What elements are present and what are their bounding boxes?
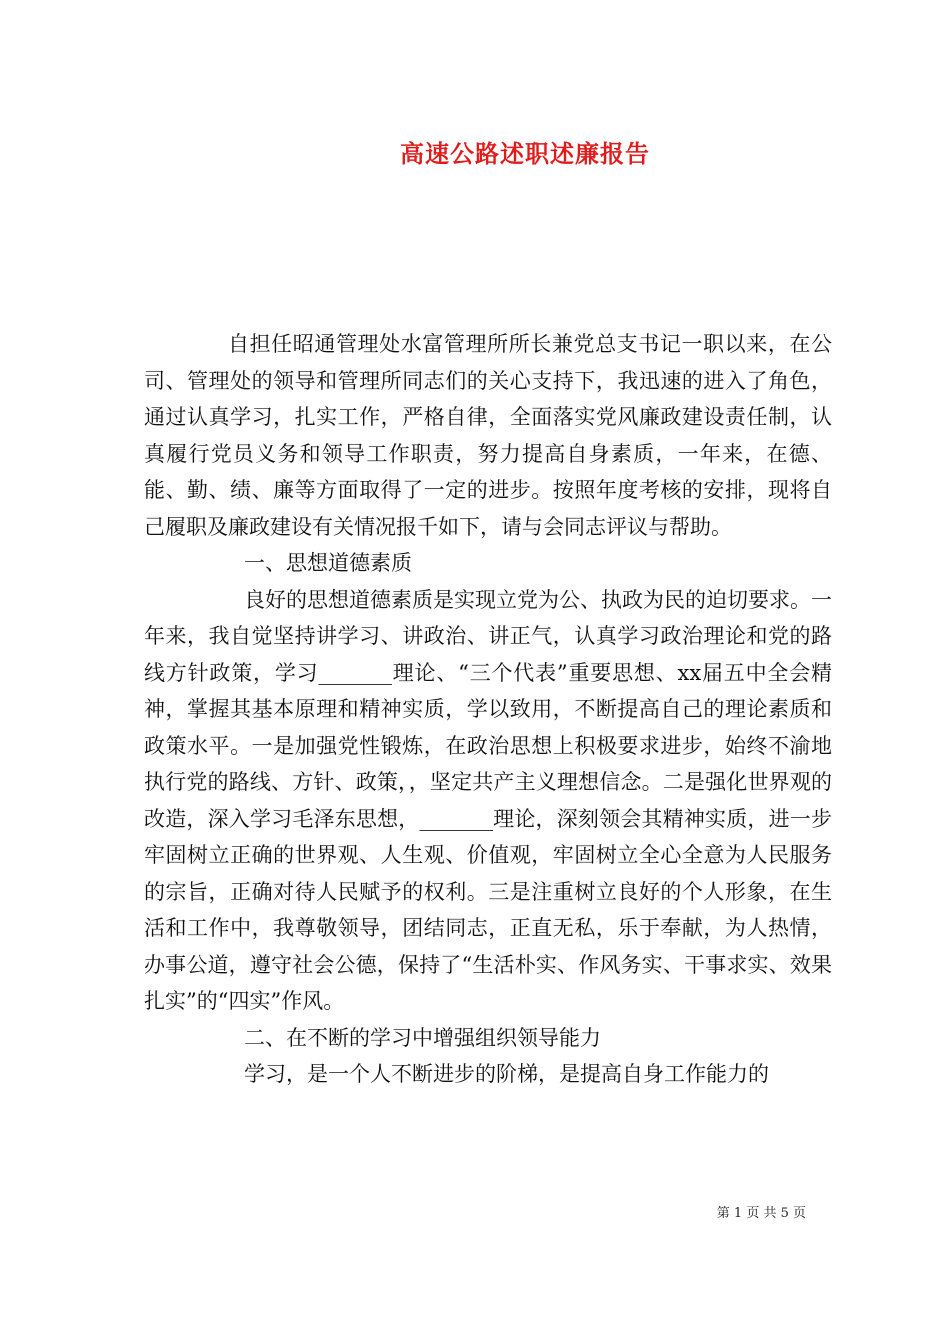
page-number: 第 1 页 共 5 页: [716, 1206, 806, 1221]
paragraph-section-1: 良好的思想道德素质是实现立党为公、执政为民的迫切要求。一年来，我自觉坚持讲学习、讲政治、讲正气，认真学习政治理论和党的路线方针政策，学习_______理论、“三个代表”重要思想、xx届五中全会精神，掌握其基本原理和精神实质，学以致用，不断提高自己的理论素质和政策水平。一是加强党性锻炼，在政治思想上积极要求进步，始终不渝地执行党的路线、方针、政策，，坚定共产主义理想信念。二是强化世界观的改造，深入学习毛泽东思想，_______理论，深刻领会其精神实质，进一步牢固树立正确的世界观、人生观、价值观，牢固树立全心全意为人民服务的宗旨，正确对待人民赋予的权利。三是注重树立良好的个人形象，在生活和工作中，我尊敬领导，团结同志，正直无私，乐于奉献，为人热情，办事公道，遵守社会公德，保持了“生活朴实、作风务实、干事求实、效果扎实”的“四实”作风。: [144, 587, 832, 1013]
document-body: [144, 326, 832, 1093]
paragraph-section-2: 学习，是一个人不断进步的阶梯，是提高自身工作能力的: [244, 1062, 769, 1086]
document-title: 高速公路述职述廉报告: [400, 139, 650, 168]
section-heading-1: 一、思想道德素质: [244, 551, 412, 575]
paragraph-intro: 自担任昭通管理处水富管理所所长兼党总支书记一职以来，在公司、管理处的领导和管理所同志们的关心支持下，我迅速的进入了角色，通过认真学习，扎实工作，严格自律，全面落实党风廉政建设责任制，认真履行党员义务和领导工作职责，努力提高自身素质，一年来，在德、能、勤、绩、廉等方面取得了一定的进步。按照年度考核的安排，现将自己履职及廉政建设有关情况报千如下，请与会同志评议与帮助。: [144, 332, 832, 539]
section-heading-2: 二、在不断的学习中增强组织领导能力: [244, 1025, 601, 1050]
